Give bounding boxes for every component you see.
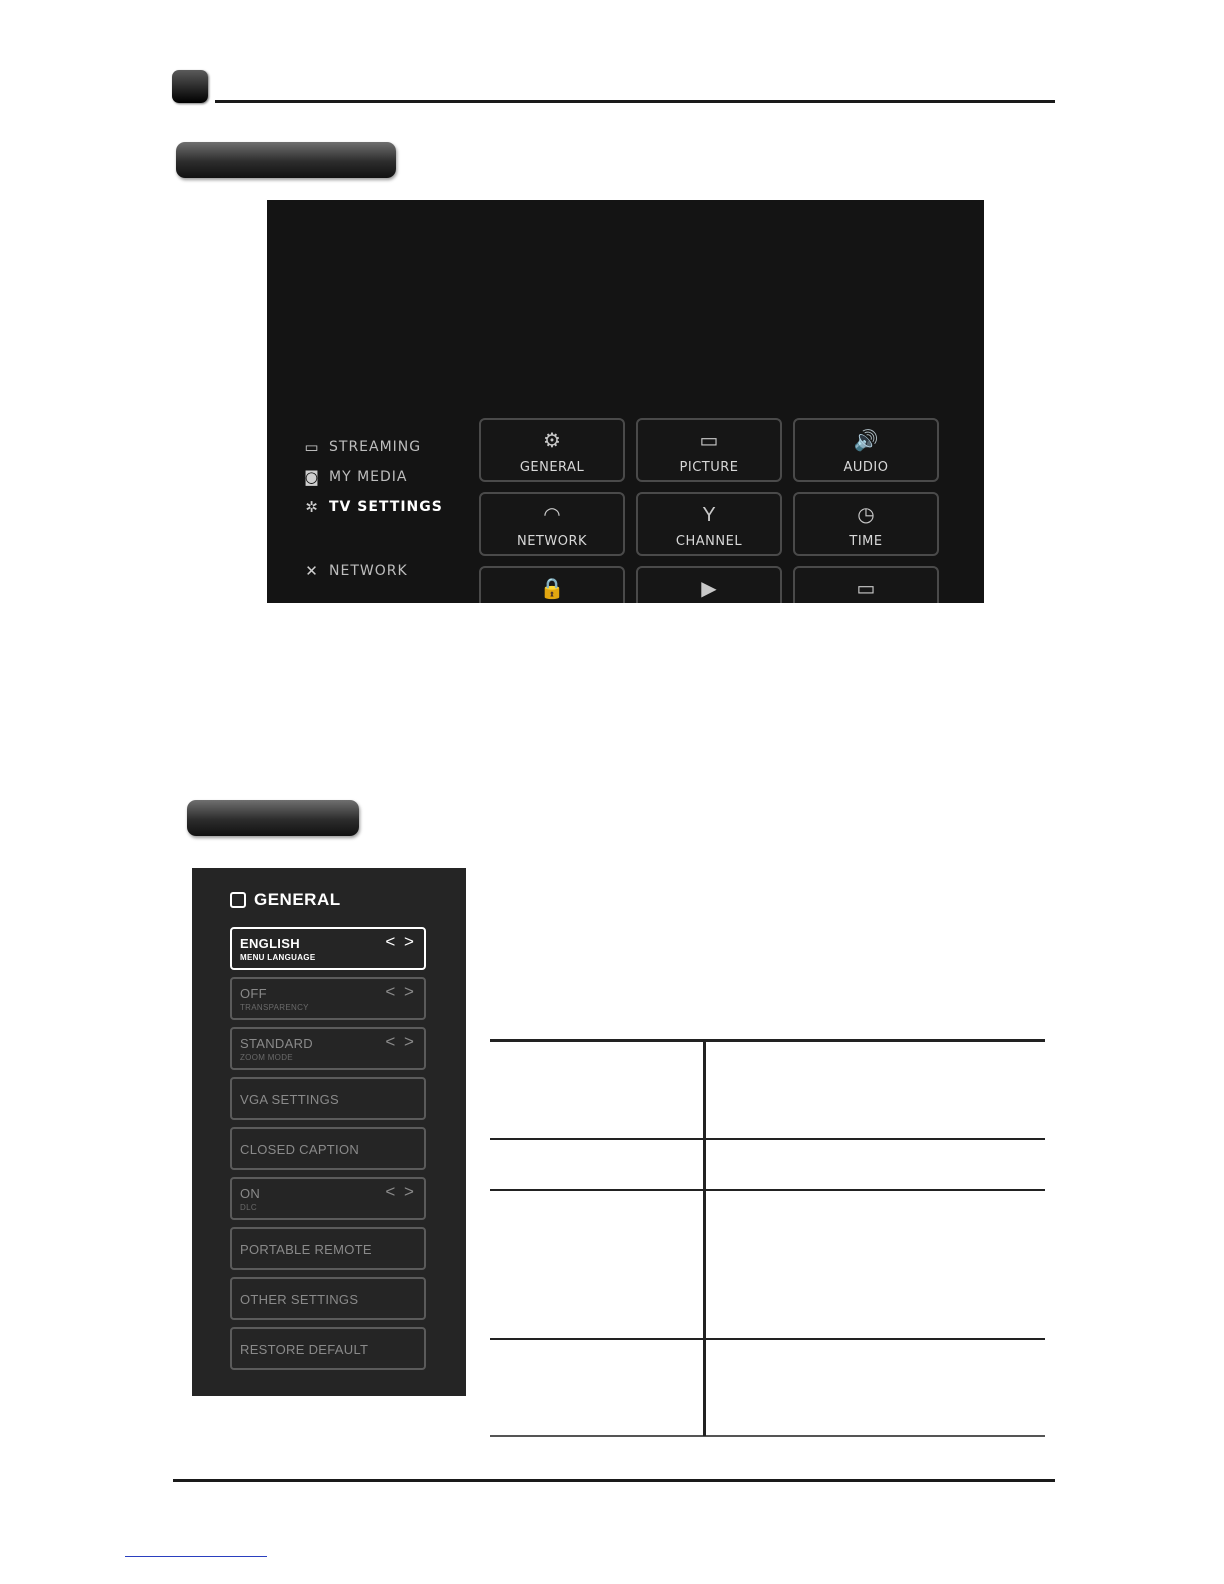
nav-item-label: NETWORK: [329, 563, 408, 579]
nav-item-streaming[interactable]: [303, 438, 421, 456]
general-menu-panel: [192, 868, 466, 1396]
nav-item-network[interactable]: [303, 562, 408, 580]
nav-item-label: TV SETTINGS: [329, 499, 443, 515]
square-icon: [230, 892, 246, 908]
nav-item-tv-settings[interactable]: [303, 498, 443, 516]
table-column-divider: [703, 1040, 706, 1436]
table-bottom-rule: [490, 1435, 1045, 1437]
option-subtitle: MENU LANGUAGE: [240, 953, 316, 962]
footer-link-underline[interactable]: [125, 1556, 267, 1557]
option-transparency[interactable]: [230, 977, 426, 1020]
table-row-divider: [490, 1338, 1045, 1340]
nav-item-label: STREAMING: [329, 439, 422, 455]
tile-label: TIME: [849, 534, 883, 549]
header-rule: [215, 100, 1055, 103]
tile-play[interactable]: [636, 566, 782, 603]
chapter-tab: [172, 70, 208, 103]
option-restore-default[interactable]: [230, 1327, 426, 1370]
option-value: PORTABLE REMOTE: [240, 1242, 372, 1257]
close-icon: ✕: [305, 562, 319, 580]
tv-icon: ▭: [304, 438, 320, 456]
option-subtitle: TRANSPARENCY: [240, 1003, 309, 1012]
table-row-divider: [490, 1189, 1045, 1191]
gear-icon: ⚙: [543, 430, 561, 452]
tile-lock[interactable]: [479, 566, 625, 603]
tile-picture[interactable]: [636, 418, 782, 482]
option-value: ON: [240, 1186, 261, 1201]
option-subtitle: ZOOM MODE: [240, 1053, 293, 1062]
table-row-divider: [490, 1138, 1045, 1140]
speaker-icon: 🔊: [853, 430, 879, 452]
option-value: VGA SETTINGS: [240, 1092, 339, 1107]
option-dlc[interactable]: [230, 1177, 426, 1220]
nav-item-my-media[interactable]: [303, 468, 408, 486]
lock-icon: 🔒: [539, 578, 565, 600]
option-value: CLOSED CAPTION: [240, 1142, 360, 1157]
tile-general[interactable]: [479, 418, 625, 482]
settings-icon: ✲: [305, 498, 319, 516]
option-other-settings[interactable]: [230, 1277, 426, 1320]
left-right-arrows-icon[interactable]: < >: [385, 1032, 416, 1051]
tile-audio[interactable]: [793, 418, 939, 482]
option-subtitle: DLC: [240, 1203, 257, 1212]
tile-chat[interactable]: [793, 566, 939, 603]
tile-channel[interactable]: [636, 492, 782, 556]
camera-icon: ◙: [304, 468, 320, 486]
play-icon: ▶: [701, 578, 717, 600]
tile-time[interactable]: [793, 492, 939, 556]
monitor-icon: ▭: [699, 430, 719, 452]
section-heading-tab: [176, 142, 396, 178]
tile-label: PICTURE: [679, 460, 739, 475]
option-value: OFF: [240, 986, 267, 1001]
option-closed-caption[interactable]: [230, 1127, 426, 1170]
option-zoom-mode[interactable]: [230, 1027, 426, 1070]
footer-rule: [173, 1479, 1055, 1482]
panel-title-text: GENERAL: [254, 890, 341, 909]
antenna-icon: Y: [702, 504, 716, 526]
option-value: OTHER SETTINGS: [240, 1292, 359, 1307]
tile-label: AUDIO: [843, 460, 889, 475]
clock-icon: ◷: [857, 504, 875, 526]
option-value: STANDARD: [240, 1036, 313, 1051]
tile-label: CHANNEL: [675, 534, 743, 549]
chat-icon: ▭: [856, 578, 876, 600]
option-vga-settings[interactable]: [230, 1077, 426, 1120]
table-top-rule: [490, 1039, 1045, 1042]
tv-settings-screen: [267, 200, 984, 603]
option-value: ENGLISH: [240, 936, 300, 951]
tile-label: NETWORK: [516, 534, 588, 549]
tile-network[interactable]: [479, 492, 625, 556]
option-menu-language[interactable]: [230, 927, 426, 970]
left-right-arrows-icon[interactable]: < >: [385, 1182, 416, 1201]
option-value: RESTORE DEFAULT: [240, 1342, 369, 1357]
option-portable-remote[interactable]: [230, 1227, 426, 1270]
panel-title: [230, 890, 341, 910]
left-right-arrows-icon[interactable]: < >: [385, 982, 416, 1001]
left-right-arrows-icon[interactable]: < >: [385, 932, 416, 951]
tile-label: GENERAL: [519, 460, 585, 475]
nav-item-label: MY MEDIA: [329, 469, 408, 485]
wifi-icon: ◠: [543, 504, 561, 526]
section-heading-tab: [187, 800, 359, 836]
